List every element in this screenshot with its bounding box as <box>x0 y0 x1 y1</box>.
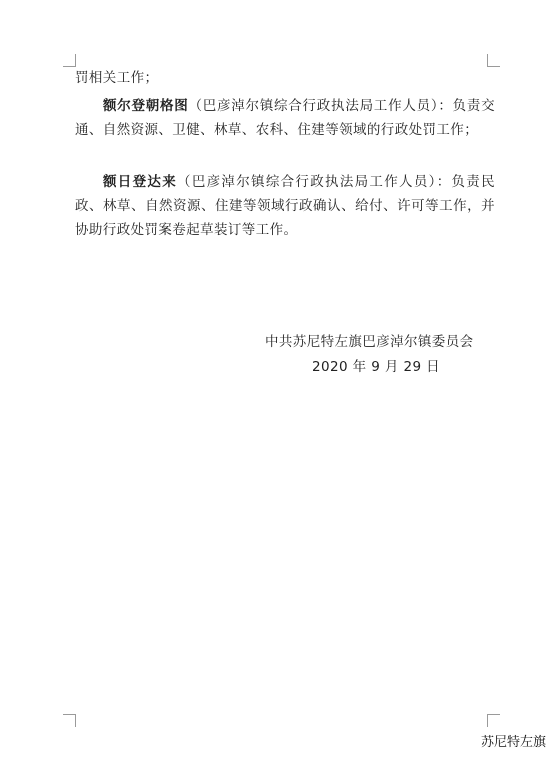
paragraph-staff-duty-2 <box>75 170 495 242</box>
signature-organization: 中共苏尼特左旗巴彦淖尔镇委员会 <box>265 334 474 350</box>
source-watermark: 苏尼特左旗 <box>480 735 546 750</box>
paragraph-staff-duty-1 <box>75 94 495 142</box>
page-corner-mark-bottom-left <box>63 714 76 727</box>
staff-duty-text: （巴彦淖尔镇综合行政执法局工作人员）：负责民政、林草、自然资源、住建等领域行政确认、给付、许可等工作，并协助行政处罚案卷起草装订等工作。 <box>75 174 495 238</box>
page-corner-mark-bottom-right <box>487 714 500 727</box>
paragraph-continuation <box>75 66 495 90</box>
staff-name: 额尔登朝格图 <box>103 98 189 114</box>
paragraph-text: 罚相关工作； <box>75 70 159 86</box>
staff-duty-text: （巴彦淖尔镇综合行政执法局工作人员）：负责交通、自然资源、卫健、林草、农科、住建等领域的行政处罚工作； <box>75 98 495 138</box>
signature-date: 2020 年 9 月 29 日 <box>312 359 441 375</box>
staff-name: 额日登达来 <box>103 174 178 190</box>
